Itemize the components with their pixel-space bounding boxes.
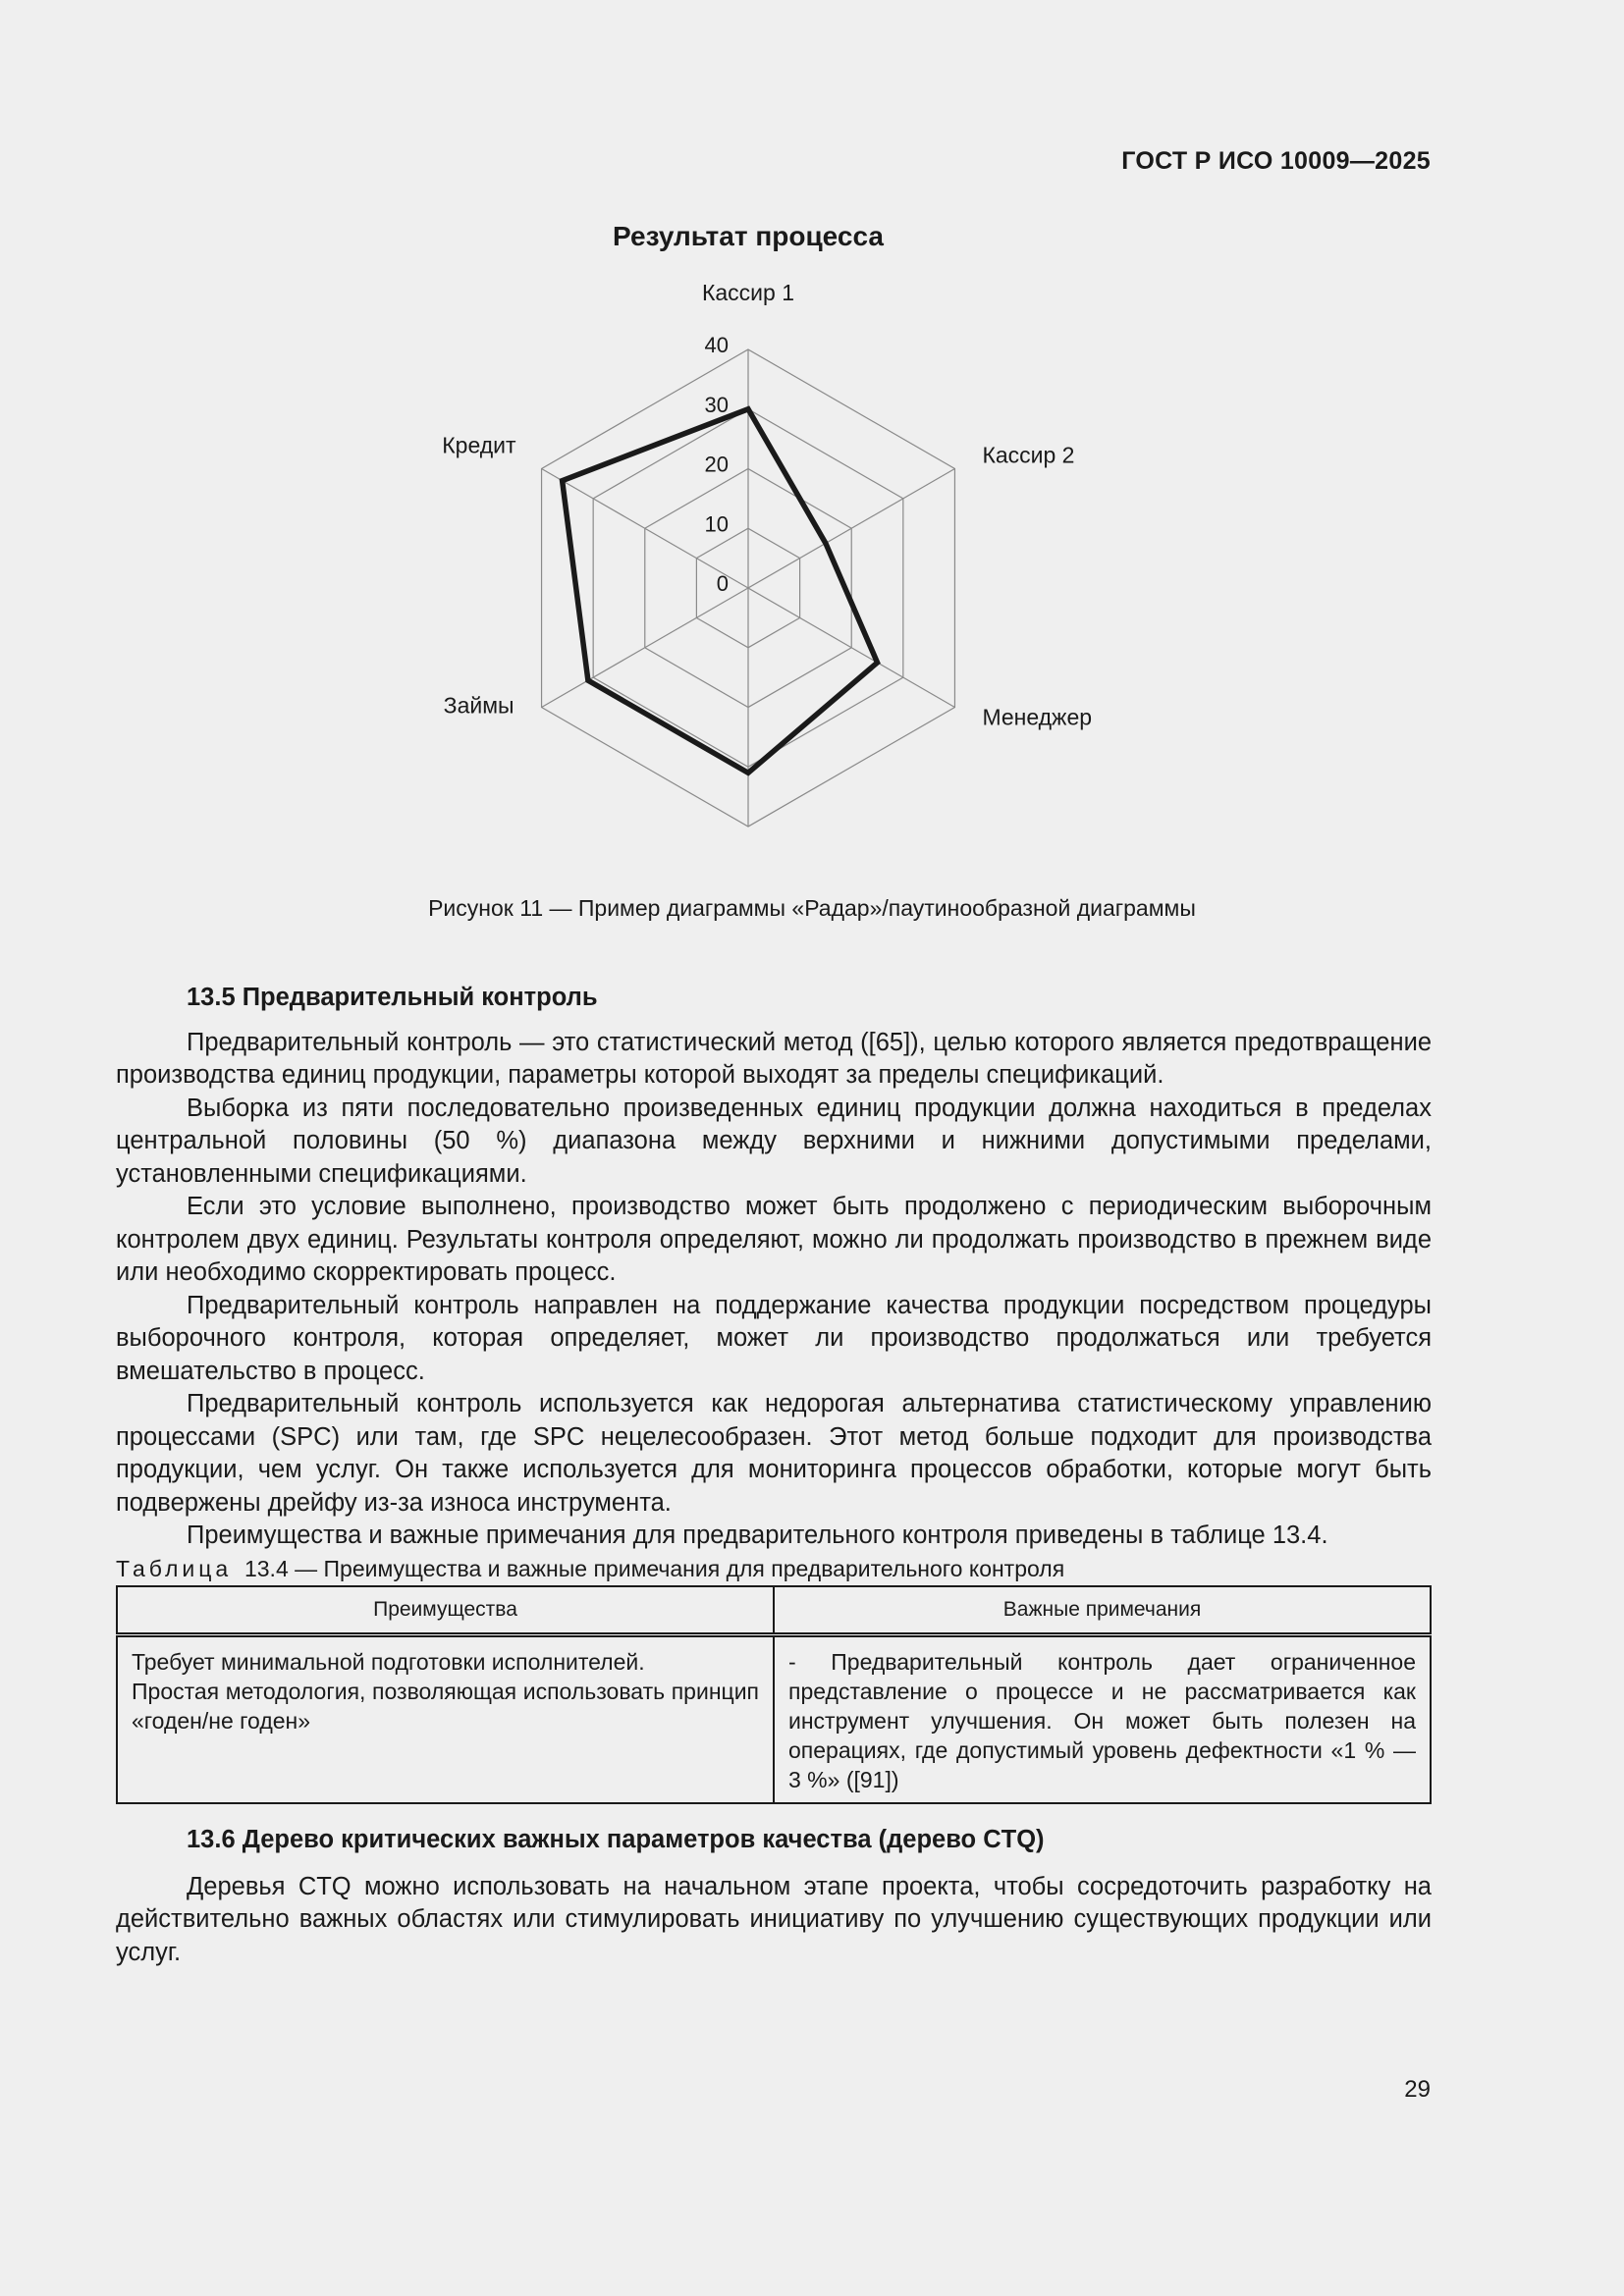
tick-label: 30 xyxy=(704,392,729,417)
section-heading-13-5: 13.5 Предварительный контроль xyxy=(187,984,598,1011)
advantages-cell xyxy=(117,1635,774,1804)
page-number: 29 xyxy=(1404,2076,1431,2103)
column-header-notes: Важные примечания xyxy=(774,1586,1431,1635)
figure-caption: Рисунок 11 — Пример диаграммы «Радар»/паутинообразной диаграммы xyxy=(428,895,1196,921)
table-13-4 xyxy=(116,1585,1432,1804)
advantage-item: Требует минимальной подготовки исполнителей. xyxy=(132,1649,645,1675)
section-heading-13-6: 13.6 Дерево критических важных параметров качества (дерево CTQ) xyxy=(187,1826,1045,1853)
paragraph: Деревья CTQ можно использовать на начальном этапе проекта, чтобы сосредоточить разработку на действительно важных областях или стимулировать инициативу по улучшению существующих продукции или услуг. xyxy=(116,1872,1432,1966)
tick-label: 10 xyxy=(704,511,729,537)
paragraph: Предварительный контроль используется как недорогая альтернатива статистическому управлению процессами (SPC) или там, где SPC нецелесообразен. Этот метод больше подходит для производства продукции, чем услуг. Он также используется для мониторинга процессов обработки, которые могут быть подвержены дрейфу из-за износа инструмента. xyxy=(116,1390,1432,1517)
radar-chart xyxy=(393,216,1139,883)
paragraph: Выборка из пяти последовательно произведенных единиц продукции должна находиться в пределах центральной половины (50 %) диапазона между верхними и нижними допустимыми пределами, установленными спецификациями. xyxy=(116,1094,1432,1188)
paragraph: Если это условие выполнено, производство может быть продолжено с периодическим выборочным контролем двух единиц. Результаты контроля определяют, можно ли продолжать производство в прежнем виде или необходимо скорректировать процесс. xyxy=(116,1193,1432,1286)
axis-label: Кредит xyxy=(442,432,516,458)
column-header-advantages: Преимущества xyxy=(117,1586,774,1635)
table-caption-word: Таблица xyxy=(116,1555,233,1581)
tick-label: 0 xyxy=(716,571,729,596)
axis-label: Кассир 2 xyxy=(982,442,1075,468)
table-caption xyxy=(116,1553,1432,1586)
tick-label: 40 xyxy=(704,333,729,357)
advantage-item: Простая методология, позволяющая использовать принцип «годен/не годен» xyxy=(132,1679,759,1734)
axis-label: Займы xyxy=(443,692,514,719)
axis-label: Кассир 1 xyxy=(701,280,795,306)
table-row xyxy=(117,1635,1431,1804)
main-content xyxy=(116,982,1432,1969)
table-caption-text: 13.4 — Преимущества и важные примечания для предварительного контроля xyxy=(244,1555,1065,1581)
paragraph: Предварительный контроль направлен на поддержание качества продукции посредством процедуры выборочного контроля, которая определяет, может ли производство продолжаться или требуется вмешательство в процесс. xyxy=(116,1291,1432,1385)
notes-cell: - Предварительный контроль дает ограниченное представление о процессе и не рассматривается как инструмент улучшения. Он может быть полезен на операциях, где допустимый уровень дефектности «1 % — 3 %» ([91]) xyxy=(788,1649,1416,1792)
tick-label: 20 xyxy=(704,452,729,477)
chart-title: Результат процесса xyxy=(613,221,884,251)
paragraph: Преимущества и важные примечания для предварительного контроля приведены в таблице 13.4. xyxy=(187,1522,1328,1549)
axis-label: Менеджер xyxy=(982,704,1093,730)
document-standard-header: ГОСТ Р ИСО 10009—2025 xyxy=(1121,147,1431,175)
paragraph: Предварительный контроль — это статистический метод ([65]), целью которого является предотвращение производства единиц продукции, параметры которой выходят за пределы спецификаций. xyxy=(116,1028,1432,1089)
table-header-row xyxy=(117,1586,1431,1635)
